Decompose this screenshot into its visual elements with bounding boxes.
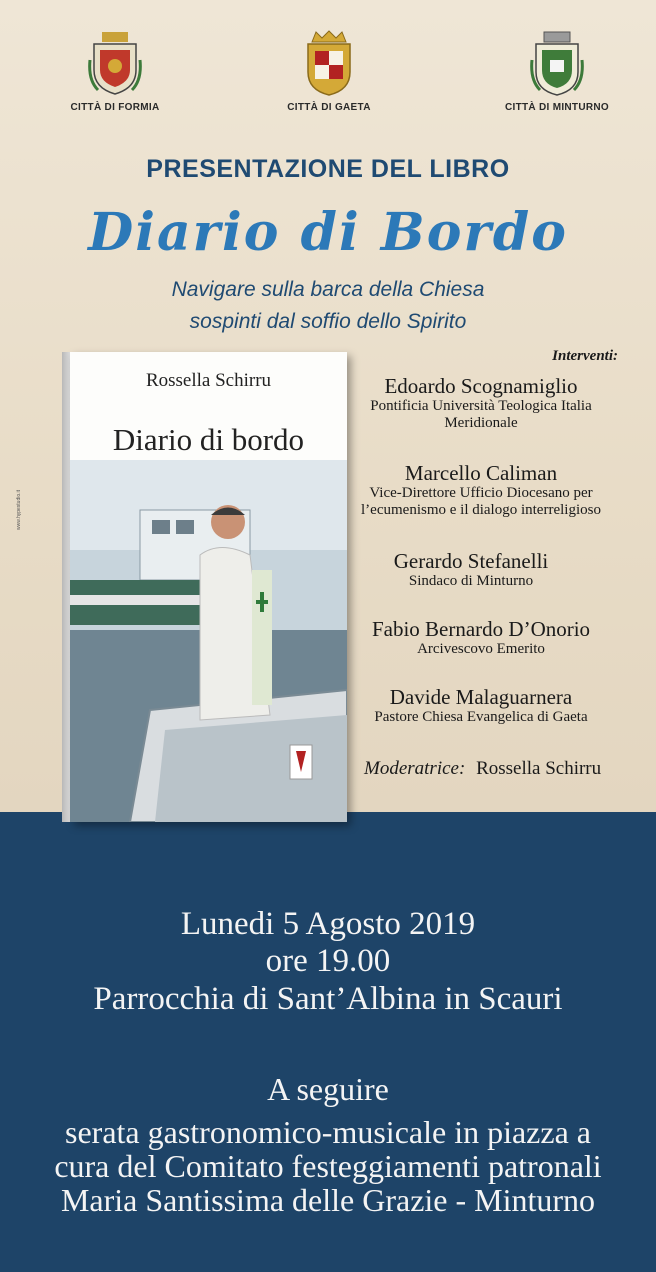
crest-minturno [492,30,622,113]
event-date: Lunedi 5 Agosto 2019 [180,906,476,942]
speaker-name: Gerardo Stefanelli [393,549,549,573]
speaker-2 [346,461,616,519]
side-credit: www.hypestudio.it [16,489,22,530]
speaker-3 [346,549,596,590]
speaker-name: Marcello Caliman [404,461,558,485]
minturno-crest-icon [530,30,584,96]
presentation-heading: PRESENTAZIONE DEL LIBRO [146,155,510,183]
subtitle-line-2: sospinti dal soffio dello Spirito [189,310,467,333]
crest-formia [50,30,180,113]
speaker-role: Pastore Chiesa Evangelica di Gaeta [374,709,588,725]
formia-crest-icon [88,30,142,96]
after-line-1: A seguire [267,1071,389,1107]
speaker-role: Meridionale [444,415,518,431]
speaker-name: Edoardo Scognamiglio [384,374,578,398]
speaker-role: l’ecumenismo e il dialogo interreligioso [361,502,601,518]
gaeta-crest-icon [302,30,356,96]
event-place: Parrocchia di Sant’Albina in Scauri [93,981,563,1017]
crest-gaeta [264,30,394,113]
moderator-line [364,758,644,780]
after-line-4: Maria Santissima delle Grazie - Minturno [60,1182,596,1218]
crest-label: CITTÀ DI MINTURNO [505,102,609,113]
crest-label: CITTÀ DI GAETA [287,102,371,113]
moderator-name: Rossella Schirru [476,758,602,779]
subtitle-line-1: Navigare sulla barca della Chiesa [171,278,485,301]
speaker-role: Vice-Direttore Ufficio Diocesano per [369,485,593,501]
speaker-name: Davide Malaguarnera [389,685,573,709]
event-time: ore 19.00 [265,943,391,979]
speaker-role: Pontificia Università Teologica Italia [370,398,592,414]
after-line-3: cura del Comitato festeggiamenti patronali [54,1148,602,1184]
after-line-2: serata gastronomico-musicale in piazza a [65,1114,591,1150]
book-cover-image [62,352,347,822]
speaker-4 [346,617,616,658]
book-cover-title: Diario di bordo [112,422,305,457]
speaker-role: Sindaco di Minturno [408,573,534,589]
speaker-role: Arcivescovo Emerito [417,641,545,657]
moderator-label: Moderatrice: [364,758,466,779]
speakers-heading: Interventi: [552,348,618,364]
book-author: Rossella Schirru [145,370,272,391]
speaker-name: Fabio Bernardo D’Onorio [371,617,591,641]
speaker-1 [346,374,616,432]
cover-photo [70,460,347,822]
book-cover [70,352,347,822]
speaker-5 [346,685,616,726]
crest-label: CITTÀ DI FORMIA [70,102,160,113]
book-title-heading: Diario di Bordo [88,202,568,263]
